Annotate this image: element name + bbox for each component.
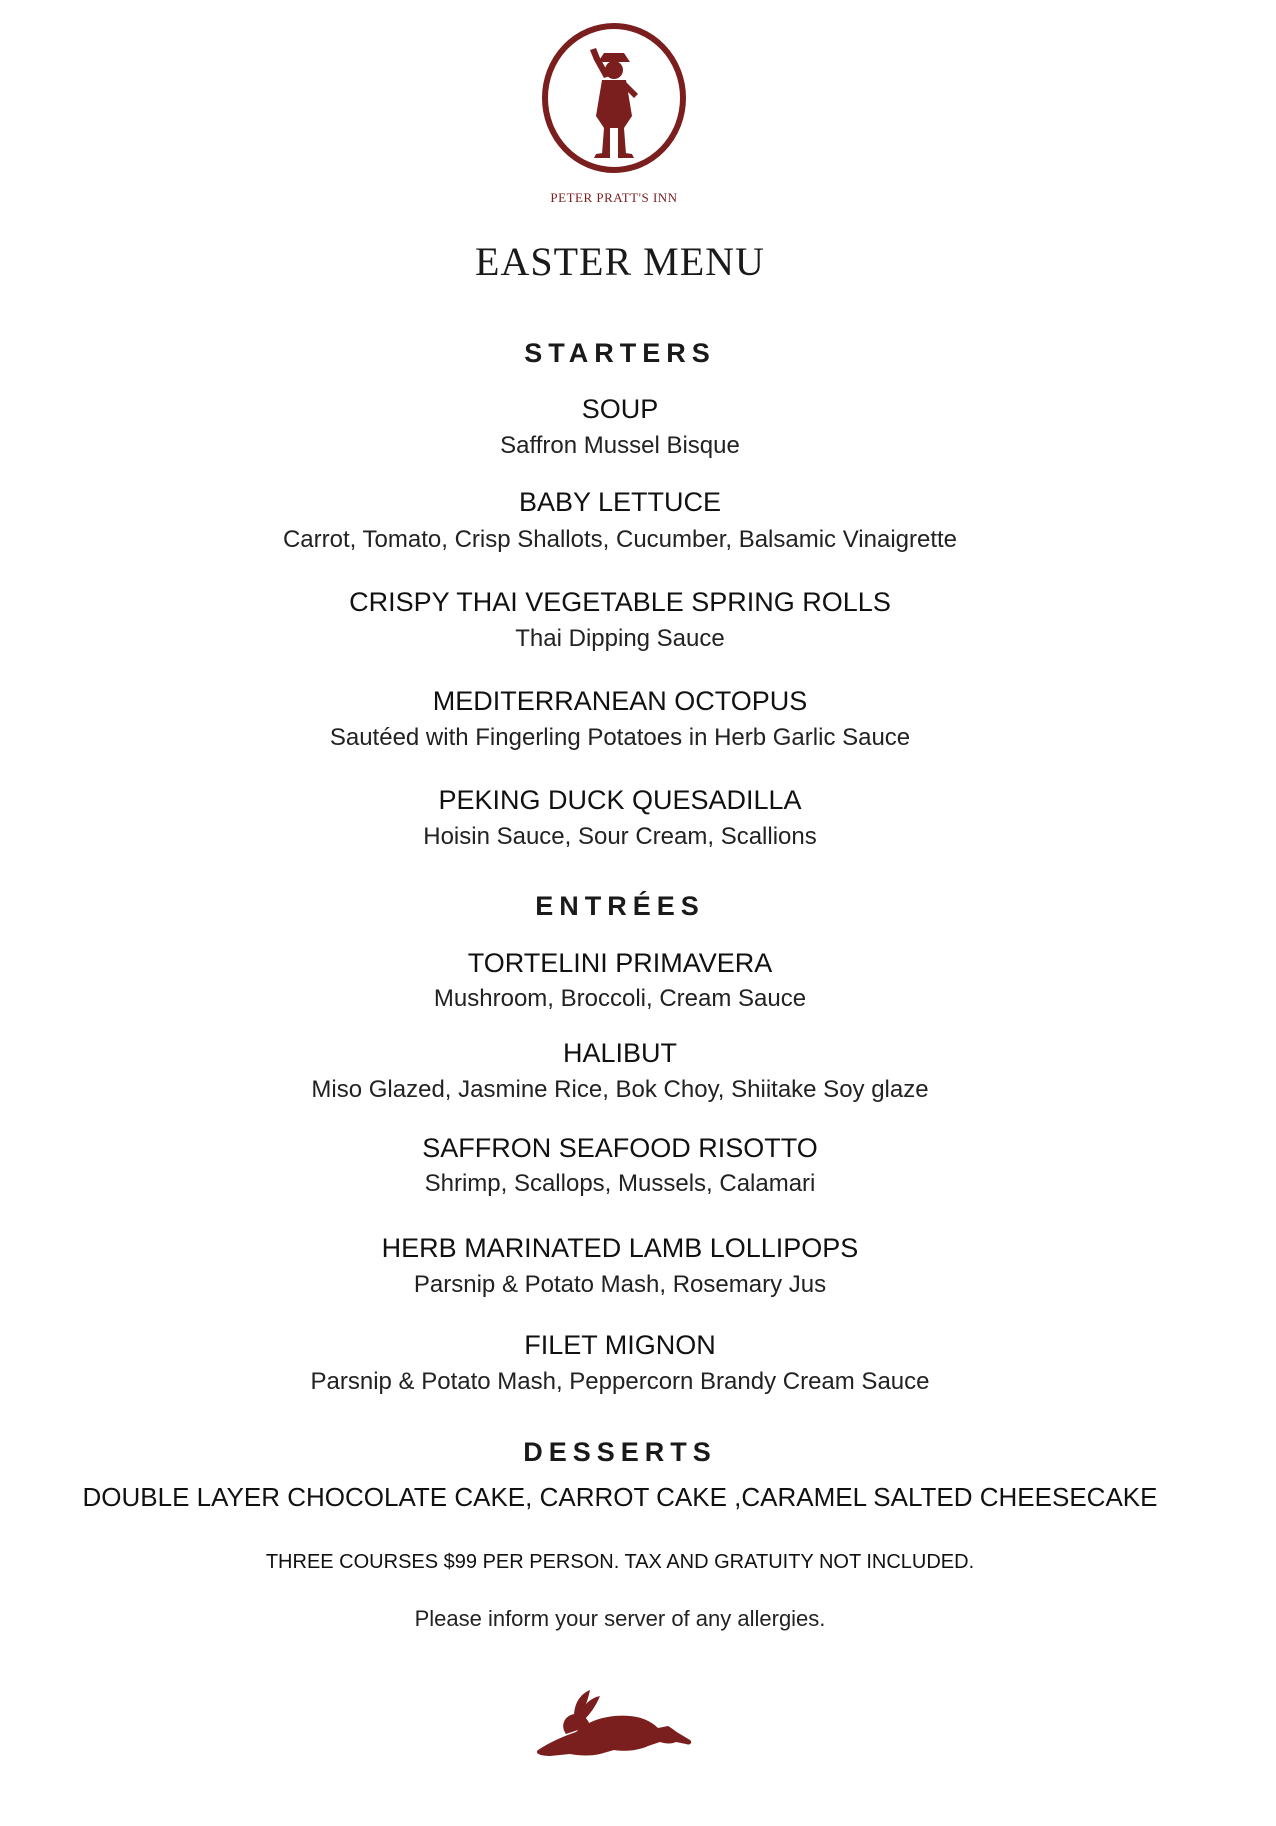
- starter-name: MEDITERRANEAN OCTOPUS: [432, 686, 808, 716]
- entree-name: HALIBUT: [562, 1038, 678, 1068]
- colonial-figure-logo-icon: [538, 20, 690, 185]
- starter-desc: Sautéed with Fingerling Potatoes in Herb Garlic Sauce: [329, 724, 911, 751]
- starter-desc: Carrot, Tomato, Crisp Shallots, Cucumber, Balsamic Vinaigrette: [282, 526, 958, 553]
- entree-desc: Shrimp, Scallops, Mussels, Calamari: [424, 1170, 816, 1197]
- entree-desc: Parsnip & Potato Mash, Peppercorn Brandy Cream Sauce: [310, 1368, 930, 1395]
- dessert-list: DOUBLE LAYER CHOCOLATE CAKE, CARROT CAKE ,CARAMEL SALTED CHEESECAKE: [82, 1482, 1158, 1512]
- inn-logo: [538, 20, 690, 205]
- allergy-note: Please inform your server of any allergies.: [414, 1606, 826, 1631]
- entree-name: FILET MIGNON: [524, 1330, 716, 1360]
- section-title-desserts: DESSERTS: [523, 1437, 717, 1467]
- inn-name: PETER PRATT'S INN: [550, 190, 678, 205]
- entree-name: SAFFRON SEAFOOD RISOTTO: [422, 1133, 818, 1163]
- entree-name: TORTELINI PRIMAVERA: [467, 948, 773, 978]
- page-title: EASTER MENU: [475, 239, 765, 284]
- entree-name: HERB MARINATED LAMB LOLLIPOPS: [381, 1233, 859, 1263]
- entree-desc: Parsnip & Potato Mash, Rosemary Jus: [413, 1271, 827, 1298]
- entree-desc: Miso Glazed, Jasmine Rice, Bok Choy, Shiitake Soy glaze: [311, 1076, 929, 1103]
- section-title-starters: STARTERS: [524, 338, 716, 368]
- starter-name: SOUP: [581, 394, 659, 424]
- section-title-entrees: ENTRÉES: [535, 891, 705, 921]
- starter-desc: Saffron Mussel Bisque: [500, 432, 740, 459]
- starter-name: CRISPY THAI VEGETABLE SPRING ROLLS: [349, 587, 891, 617]
- entree-desc: Mushroom, Broccoli, Cream Sauce: [433, 985, 807, 1012]
- starter-desc: Hoisin Sauce, Sour Cream, Scallions: [423, 823, 817, 850]
- starter-name: PEKING DUCK QUESADILLA: [438, 785, 802, 815]
- starter-name: BABY LETTUCE: [518, 487, 722, 517]
- starter-desc: Thai Dipping Sauce: [515, 625, 725, 652]
- rabbit-icon: [530, 1680, 700, 1760]
- price-note: THREE COURSES $99 PER PERSON. TAX AND GRATUITY NOT INCLUDED.: [265, 1551, 975, 1573]
